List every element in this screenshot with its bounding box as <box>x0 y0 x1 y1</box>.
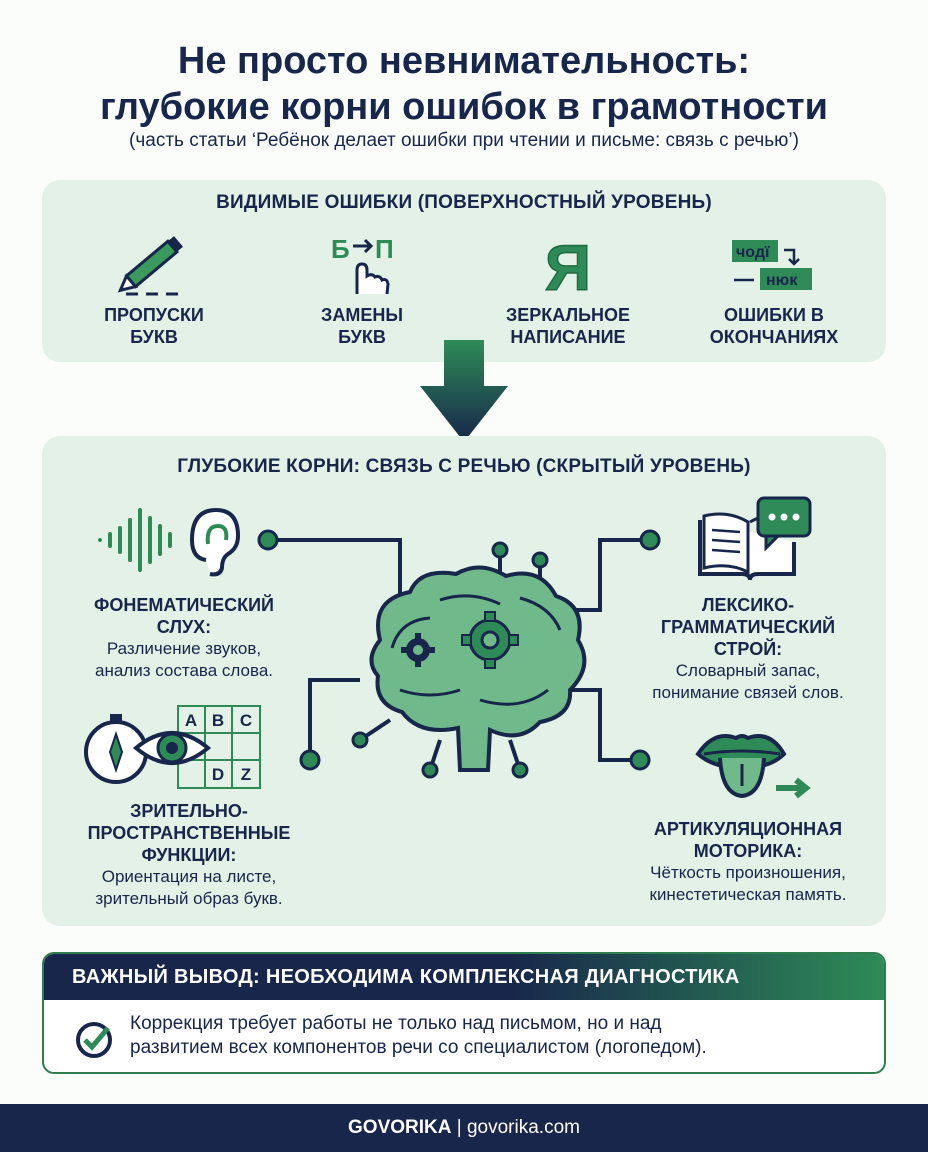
deep-roots-heading: ГЛУБОКИЕ КОРНИ: СВЯЗЬ С РЕЧЬЮ (СКРЫТЫЙ УРОВЕНЬ) <box>177 456 751 477</box>
root-visual-spatial: ЗРИТЕЛЬНО- ПРОСТРАНСТВЕННЫЕ ФУНКЦИИ: Ориентация на листе, зрительный образ букв. <box>87 801 291 908</box>
title-line-1: Не просто невнимательность: <box>177 40 751 82</box>
mouth-tongue-icon <box>694 724 818 810</box>
conclusion-box <box>42 952 886 1074</box>
conclusion-text: Коррекция требует работы не только над письмом, но и над развитием всех компонентов речи со специалистом (логопедом). <box>130 1013 707 1058</box>
book-speech-icon <box>694 494 814 584</box>
page-subtitle: (часть статьи ‘Ребёнок делает ошибки при чтении и письме: связь с речью’) <box>129 130 799 151</box>
error-label-endings: ОШИБКИ В ОКОНЧАНИЯХ <box>709 305 839 347</box>
error-label-substitutions: ЗАМЕНЫ БУКВ <box>321 305 403 347</box>
grid-letter-b: B <box>211 711 225 730</box>
mirror-letter-glyph: Я <box>545 232 591 298</box>
grid-letter-c: C <box>239 711 253 730</box>
error-label-omissions: ПРОПУСКИ БУКВ <box>104 305 204 347</box>
root-articulatory: АРТИКУЛЯЦИОННАЯ МОТОРИКА: Чёткость произношения, кинестетическая память. <box>649 819 847 904</box>
surface-errors-heading: ВИДИМЫЕ ОШИБКИ (ПОВЕРХНОСТНЫЙ УРОВЕНЬ) <box>216 192 712 213</box>
title-line-2: глубокие корни ошибок в грамотности <box>99 86 829 128</box>
footer-bar <box>0 1104 928 1152</box>
conclusion-heading: ВАЖНЫЙ ВЫВОД: НЕОБХОДИМА КОМПЛЕКСНАЯ ДИАГНОСТИКА <box>44 954 884 1000</box>
ear-soundwave-icon <box>96 500 246 580</box>
swap-letter-b: П <box>375 234 394 264</box>
grid-letter-z: Z <box>240 765 252 784</box>
grid-letter-a: A <box>184 711 198 730</box>
check-circle-icon <box>74 1020 114 1060</box>
footer-separator: | <box>451 1117 467 1138</box>
ending-word-a: чодї <box>736 244 770 261</box>
grid-letter-d: D <box>211 765 225 784</box>
root-phonemic: ФОНЕМАТИЧЕСКИЙ СЛУХ: Различение звуков, анализ состава слова. <box>94 595 274 680</box>
brain-gears-icon <box>371 567 584 770</box>
footer-brand: GOVORIKA <box>348 1117 452 1138</box>
ending-word-b: нюк <box>766 272 798 289</box>
footer-site-link[interactable]: govorika.com <box>466 1117 580 1138</box>
swap-letter-a: Б <box>331 234 350 264</box>
root-lexico-grammatical: ЛЕКСИКО- ГРАММАТИЧЕСКИЙ СТРОЙ: Словарный запас, понимание связей слов. <box>652 595 844 702</box>
error-label-mirror: ЗЕРКАЛЬНОЕ НАПИСАНИЕ <box>505 305 631 347</box>
compass-eye-grid-icon <box>78 700 274 796</box>
